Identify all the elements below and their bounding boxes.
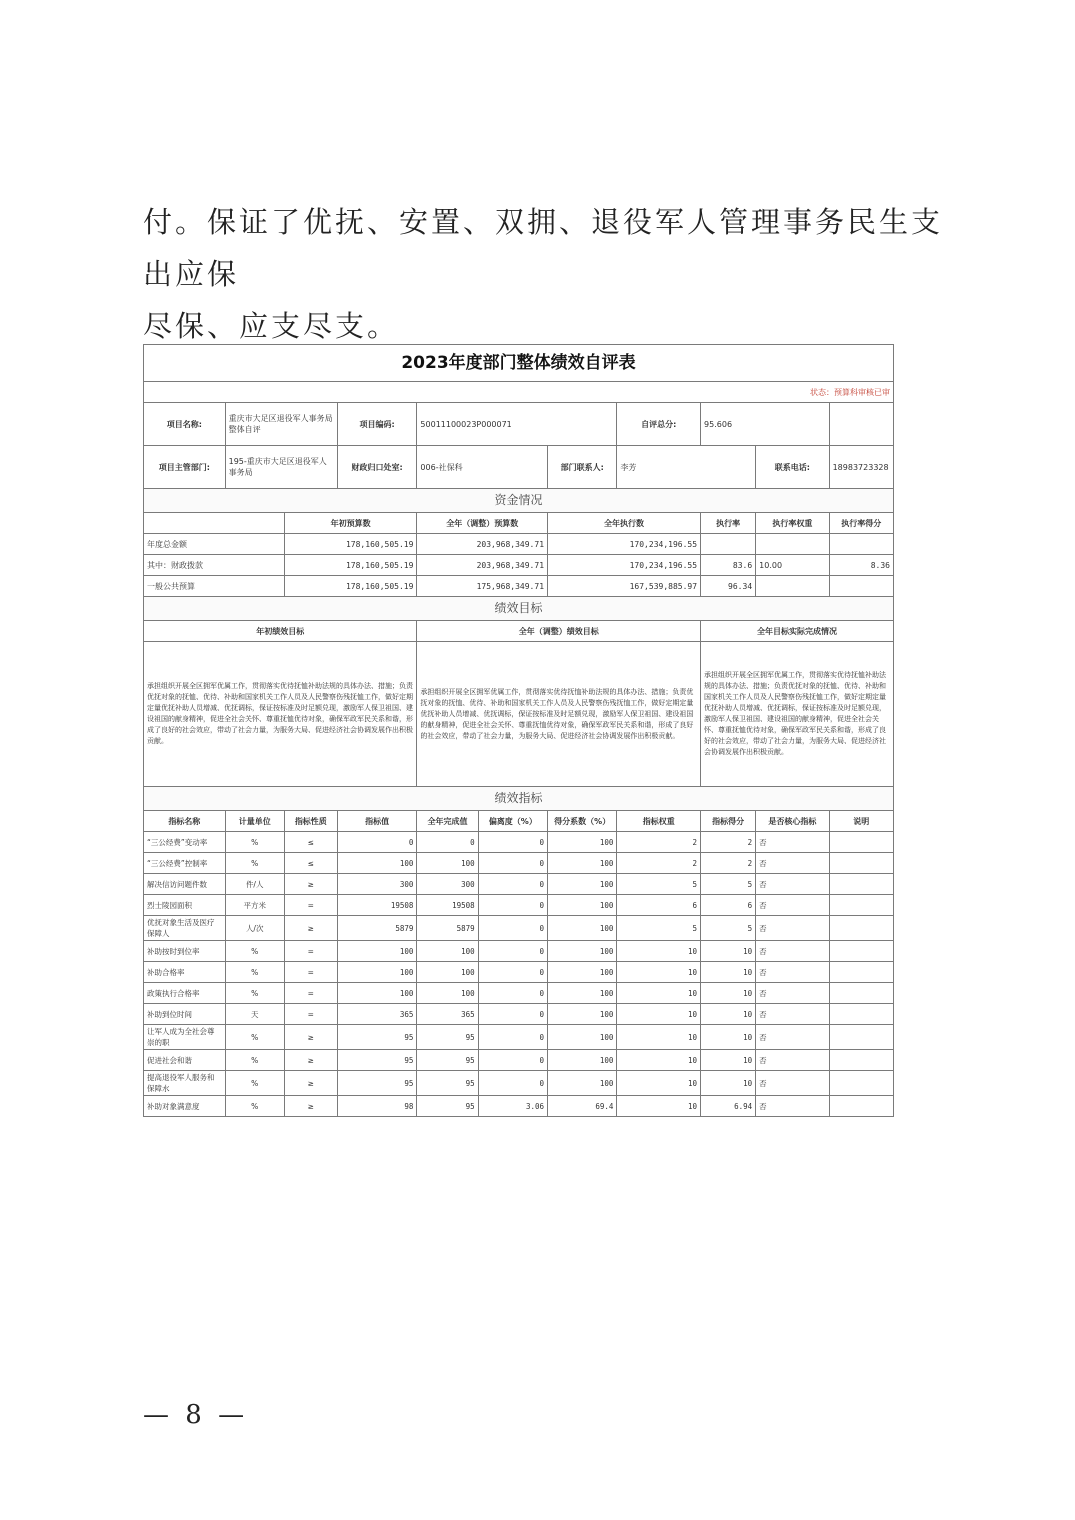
indicator-deviation: 0 <box>478 853 547 874</box>
indicator-score: 6 <box>701 895 756 916</box>
indicator-core: 否 <box>756 983 829 1004</box>
indicator-row <box>144 983 894 1004</box>
indicator-coefficient: 100 <box>548 874 617 895</box>
ind-header-coefficient: 得分系数（%） <box>548 811 617 832</box>
indicator-deviation: 0 <box>478 895 547 916</box>
indicator-name: 烈士陵园面积 <box>144 895 226 916</box>
indicator-deviation: 0 <box>478 874 547 895</box>
indicator-nature: ≥ <box>284 874 337 895</box>
indicator-weight: 10 <box>617 1096 701 1117</box>
indicator-score: 10 <box>701 1025 756 1050</box>
indicator-target: 95 <box>337 1050 417 1071</box>
indicator-actual: 100 <box>417 853 478 874</box>
indicator-rows <box>144 832 894 1117</box>
indicator-core: 否 <box>756 962 829 983</box>
indicator-score: 10 <box>701 1004 756 1025</box>
indicator-row <box>144 1096 894 1117</box>
funds-row-label: 其中：财政拨款 <box>144 555 285 576</box>
ind-header-name: 指标名称 <box>144 811 226 832</box>
indicator-target: 5879 <box>337 916 417 941</box>
indicator-name: “三公经费”控制率 <box>144 853 226 874</box>
indicator-unit: 人/次 <box>225 916 284 941</box>
indicator-note <box>829 1004 893 1025</box>
indicator-nature: = <box>284 895 337 916</box>
project-name-label: 项目名称: <box>144 403 226 446</box>
office-value: 006-社保科 <box>417 446 548 489</box>
indicator-deviation: 0 <box>478 1025 547 1050</box>
funds-header-initial: 年初预算数 <box>284 513 417 534</box>
indicator-note <box>829 916 893 941</box>
office-label: 财政归口处室: <box>337 446 417 489</box>
indicator-coefficient: 69.4 <box>548 1096 617 1117</box>
indicator-note <box>829 853 893 874</box>
funds-row-score <box>829 576 893 597</box>
review-status: 状态：预算科审核已审 <box>144 382 894 403</box>
page-number: — 8 — <box>143 1400 249 1430</box>
indicator-name: 政策执行合格率 <box>144 983 226 1004</box>
indicator-name: 提高退役军人服务和保障水 <box>144 1071 226 1096</box>
indicator-name: “三公经费”变动率 <box>144 832 226 853</box>
funds-row-weight: 10.00 <box>756 555 829 576</box>
indicator-weight: 10 <box>617 1025 701 1050</box>
indicator-coefficient: 100 <box>548 853 617 874</box>
indicator-score: 10 <box>701 941 756 962</box>
indicator-actual: 365 <box>417 1004 478 1025</box>
indicator-note <box>829 874 893 895</box>
indicator-note <box>829 941 893 962</box>
funds-row-adjusted: 203,968,349.71 <box>417 534 548 555</box>
indicator-row <box>144 874 894 895</box>
indicator-score: 5 <box>701 916 756 941</box>
funds-row <box>144 576 894 597</box>
indicator-row <box>144 941 894 962</box>
indicator-unit: % <box>225 983 284 1004</box>
ind-header-note: 说明 <box>829 811 893 832</box>
intro-line-2: 尽保、应支尽支。 <box>143 309 400 343</box>
indicator-deviation: 0 <box>478 1071 547 1096</box>
indicator-name: 解决信访问题件数 <box>144 874 226 895</box>
dept-label: 项目主管部门: <box>144 446 226 489</box>
indicator-target: 19508 <box>337 895 417 916</box>
indicator-target: 100 <box>337 941 417 962</box>
indicators-section-title: 绩效指标 <box>144 787 894 811</box>
indicator-deviation: 0 <box>478 941 547 962</box>
indicator-target: 95 <box>337 1025 417 1050</box>
indicator-core: 否 <box>756 916 829 941</box>
indicator-weight: 10 <box>617 962 701 983</box>
ind-header-core: 是否核心指标 <box>756 811 829 832</box>
indicator-deviation: 0 <box>478 962 547 983</box>
indicator-nature: = <box>284 1004 337 1025</box>
indicator-actual: 100 <box>417 962 478 983</box>
funds-row-initial: 178,160,505.19 <box>284 534 417 555</box>
funds-header-row <box>144 513 894 534</box>
indicator-deviation: 0 <box>478 1004 547 1025</box>
info-blank-cell <box>829 403 893 446</box>
indicator-core: 否 <box>756 1025 829 1050</box>
indicator-weight: 6 <box>617 895 701 916</box>
indicator-nature: ≤ <box>284 832 337 853</box>
indicators-header-row <box>144 811 894 832</box>
funds-row-initial: 178,160,505.19 <box>284 555 417 576</box>
funds-header-executed: 全年执行数 <box>548 513 701 534</box>
indicator-core: 否 <box>756 1071 829 1096</box>
funds-header-weight: 执行率权重 <box>756 513 829 534</box>
indicator-unit: % <box>225 941 284 962</box>
indicator-target: 95 <box>337 1071 417 1096</box>
indicator-actual: 100 <box>417 983 478 1004</box>
indicator-actual: 19508 <box>417 895 478 916</box>
indicator-coefficient: 100 <box>548 1071 617 1096</box>
funds-row-weight <box>756 576 829 597</box>
indicator-core: 否 <box>756 1004 829 1025</box>
ind-header-target: 指标值 <box>337 811 417 832</box>
indicator-name: 补助对象满意度 <box>144 1096 226 1117</box>
indicator-actual: 100 <box>417 941 478 962</box>
funds-row-score <box>829 534 893 555</box>
indicator-target: 100 <box>337 983 417 1004</box>
indicator-coefficient: 100 <box>548 1004 617 1025</box>
indicator-coefficient: 100 <box>548 1050 617 1071</box>
funds-row-weight <box>756 534 829 555</box>
indicator-core: 否 <box>756 895 829 916</box>
score-label: 自评总分: <box>617 403 701 446</box>
indicator-core: 否 <box>756 941 829 962</box>
intro-line-1: 付。保证了优抚、安置、双拥、退役军人管理事务民生支出应保 <box>143 205 944 291</box>
indicator-coefficient: 100 <box>548 1025 617 1050</box>
indicator-score: 2 <box>701 832 756 853</box>
indicator-actual: 0 <box>417 832 478 853</box>
indicator-note <box>829 1071 893 1096</box>
info-row-2 <box>144 446 894 489</box>
indicator-score: 2 <box>701 853 756 874</box>
indicator-target: 365 <box>337 1004 417 1025</box>
funds-row-executed: 170,234,196.55 <box>548 555 701 576</box>
project-name-value: 重庆市大足区退役军人事务局整体自评 <box>225 403 337 446</box>
funds-row-executed: 170,234,196.55 <box>548 534 701 555</box>
indicator-target: 300 <box>337 874 417 895</box>
ind-header-nature: 指标性质 <box>284 811 337 832</box>
goals-header-row <box>144 621 894 642</box>
indicator-weight: 10 <box>617 983 701 1004</box>
funds-header-score: 执行率得分 <box>829 513 893 534</box>
indicator-note <box>829 1096 893 1117</box>
indicator-actual: 95 <box>417 1096 478 1117</box>
funds-row-adjusted: 203,968,349.71 <box>417 555 548 576</box>
funds-row <box>144 534 894 555</box>
indicator-unit: % <box>225 962 284 983</box>
ind-header-deviation: 偏离度（%） <box>478 811 547 832</box>
funds-header-rate: 执行率 <box>701 513 756 534</box>
indicator-actual: 95 <box>417 1071 478 1096</box>
phone-label: 联系电话: <box>756 446 829 489</box>
indicator-nature: ≥ <box>284 916 337 941</box>
goal-initial-text: 承担组织开展全区拥军优属工作，贯彻落实优待抚恤补助法规的具体办法、措施；负责优抚对象的抚恤、优待、补助和国家机关工作人员及人民警察伤残抚恤工作，做好定期定量优抚补助人员增减、优抚调标，保证按标准及时足额兑现，激励军人保卫祖国、建设祖国的献身精神，促进全社会关怀、尊重抚恤优待对象，确保军政军民关系和谐，形成了良好的社会效应，带动了社会力量，为服务大局、促进经济社会协调发展作出积极贡献。 <box>144 642 417 787</box>
indicator-unit: % <box>225 832 284 853</box>
indicator-nature: = <box>284 983 337 1004</box>
score-value: 95.606 <box>701 403 830 446</box>
funds-row-label: 年度总金额 <box>144 534 285 555</box>
indicator-name: 让军人成为全社会尊崇的职 <box>144 1025 226 1050</box>
goals-header-initial: 年初绩效目标 <box>144 621 417 642</box>
ind-header-weight: 指标权重 <box>617 811 701 832</box>
indicator-deviation: 0 <box>478 1050 547 1071</box>
indicator-name: 补助按时到位率 <box>144 941 226 962</box>
funds-row-score: 8.36 <box>829 555 893 576</box>
indicator-unit: 平方米 <box>225 895 284 916</box>
indicator-coefficient: 100 <box>548 832 617 853</box>
funds-row-rate: 83.6 <box>701 555 756 576</box>
indicator-nature: ≥ <box>284 1050 337 1071</box>
funds-header-blank <box>144 513 285 534</box>
indicator-target: 0 <box>337 832 417 853</box>
indicator-row <box>144 1071 894 1096</box>
intro-paragraph <box>143 196 953 352</box>
indicator-weight: 10 <box>617 1050 701 1071</box>
indicator-score: 5 <box>701 874 756 895</box>
indicator-row <box>144 853 894 874</box>
indicator-nature: ≥ <box>284 1025 337 1050</box>
indicator-unit: % <box>225 1071 284 1096</box>
indicator-core: 否 <box>756 853 829 874</box>
phone-value: 18983723328 <box>829 446 893 489</box>
contact-label: 部门联系人: <box>548 446 617 489</box>
ind-header-score: 指标得分 <box>701 811 756 832</box>
contact-value: 李芳 <box>617 446 756 489</box>
indicator-coefficient: 100 <box>548 895 617 916</box>
indicator-coefficient: 100 <box>548 916 617 941</box>
indicator-deviation: 3.06 <box>478 1096 547 1117</box>
indicator-deviation: 0 <box>478 832 547 853</box>
indicator-coefficient: 100 <box>548 983 617 1004</box>
indicator-score: 6.94 <box>701 1096 756 1117</box>
indicator-weight: 5 <box>617 916 701 941</box>
indicator-target: 100 <box>337 853 417 874</box>
goal-adjusted-text: 承担组织开展全区拥军优属工作，贯彻落实优待抚恤补助法规的具体办法、措施；负责优抚对象的抚恤、优待、补助和国家机关工作人员及人民警察伤残抚恤工作，做好定期定量优抚补助人员增减、优抚调标，保证按标准及时足额兑现，激励军人保卫祖国、建设祖国的献身精神，促进全社会关怀、尊重抚恤优待对象，确保军政军民关系和谐，形成了良好的社会效应，带动了社会力量，为服务大局、促进经济社会协调发展作出积极贡献。 <box>417 642 701 787</box>
indicator-weight: 2 <box>617 853 701 874</box>
indicator-row <box>144 1025 894 1050</box>
indicator-weight: 10 <box>617 941 701 962</box>
indicator-coefficient: 100 <box>548 962 617 983</box>
indicator-actual: 300 <box>417 874 478 895</box>
funds-row-adjusted: 175,968,349.71 <box>417 576 548 597</box>
funds-row-label: 一般公共预算 <box>144 576 285 597</box>
indicator-core: 否 <box>756 1096 829 1117</box>
indicator-weight: 10 <box>617 1071 701 1096</box>
indicator-target: 100 <box>337 962 417 983</box>
indicator-unit: % <box>225 853 284 874</box>
indicator-core: 否 <box>756 874 829 895</box>
indicator-unit: 件/人 <box>225 874 284 895</box>
indicator-note <box>829 983 893 1004</box>
indicator-row <box>144 895 894 916</box>
indicator-coefficient: 100 <box>548 941 617 962</box>
indicator-unit: 天 <box>225 1004 284 1025</box>
indicator-target: 98 <box>337 1096 417 1117</box>
indicator-score: 10 <box>701 1071 756 1096</box>
goals-content-row <box>144 642 894 787</box>
indicator-weight: 2 <box>617 832 701 853</box>
indicator-name: 促进社会和谐 <box>144 1050 226 1071</box>
indicator-actual: 5879 <box>417 916 478 941</box>
table-title: 2023年度部门整体绩效自评表 <box>144 345 894 382</box>
indicator-note <box>829 1050 893 1071</box>
indicator-name: 补助合格率 <box>144 962 226 983</box>
goals-header-adjusted: 全年（调整）绩效目标 <box>417 621 701 642</box>
indicator-note <box>829 1025 893 1050</box>
funds-row-executed: 167,539,885.97 <box>548 576 701 597</box>
indicator-score: 10 <box>701 962 756 983</box>
funds-header-adjusted: 全年（调整）预算数 <box>417 513 548 534</box>
dept-value: 195-重庆市大足区退役军人事务局 <box>225 446 337 489</box>
indicator-note <box>829 832 893 853</box>
info-row-1 <box>144 403 894 446</box>
indicator-nature: ≤ <box>284 853 337 874</box>
funds-row-initial: 178,160,505.19 <box>284 576 417 597</box>
indicator-note <box>829 962 893 983</box>
indicator-core: 否 <box>756 832 829 853</box>
project-code-label: 项目编码: <box>337 403 417 446</box>
goals-section-title: 绩效目标 <box>144 597 894 621</box>
indicator-row <box>144 916 894 941</box>
indicator-row <box>144 1050 894 1071</box>
funds-row-rate: 96.34 <box>701 576 756 597</box>
funds-section-title: 资金情况 <box>144 489 894 513</box>
indicator-core: 否 <box>756 1050 829 1071</box>
indicator-unit: % <box>225 1096 284 1117</box>
goals-header-actual: 全年目标实际完成情况 <box>701 621 894 642</box>
funds-row-rate <box>701 534 756 555</box>
indicator-weight: 5 <box>617 874 701 895</box>
indicator-actual: 95 <box>417 1050 478 1071</box>
indicator-unit: % <box>225 1050 284 1071</box>
indicator-row <box>144 962 894 983</box>
indicator-score: 10 <box>701 983 756 1004</box>
indicator-nature: = <box>284 941 337 962</box>
indicator-row <box>144 1004 894 1025</box>
indicator-unit: % <box>225 1025 284 1050</box>
indicator-deviation: 0 <box>478 983 547 1004</box>
indicator-nature: ≥ <box>284 1071 337 1096</box>
ind-header-unit: 计量单位 <box>225 811 284 832</box>
indicator-nature: ≥ <box>284 1096 337 1117</box>
indicator-name: 优抚对象生活及医疗保障人 <box>144 916 226 941</box>
project-code-value: 50011100023P000071 <box>417 403 617 446</box>
goal-actual-text: 承担组织开展全区拥军优属工作，贯彻落实优待抚恤补助法规的具体办法、措施；负责优抚对象的抚恤、优待、补助和国家机关工作人员及人民警察伤残抚恤工作，做好定期定量优抚补助人员增减、优抚调标，保证按标准及时足额兑现，激励军人保卫祖国、建设祖国的献身精神，促进全社会关怀、尊重抚恤优待对象，确保军政军民关系和谐，形成了良好的社会效应，带动了社会力量，为服务大局、促进经济社会协调发展作出积极贡献。 <box>701 642 894 787</box>
ind-header-actual: 全年完成值 <box>417 811 478 832</box>
indicator-weight: 10 <box>617 1004 701 1025</box>
indicator-name: 补助到位时间 <box>144 1004 226 1025</box>
indicator-note <box>829 895 893 916</box>
indicator-score: 10 <box>701 1050 756 1071</box>
indicator-row <box>144 832 894 853</box>
indicator-deviation: 0 <box>478 916 547 941</box>
funds-row <box>144 555 894 576</box>
performance-self-evaluation-table <box>143 344 894 1117</box>
indicator-nature: = <box>284 962 337 983</box>
indicator-actual: 95 <box>417 1025 478 1050</box>
